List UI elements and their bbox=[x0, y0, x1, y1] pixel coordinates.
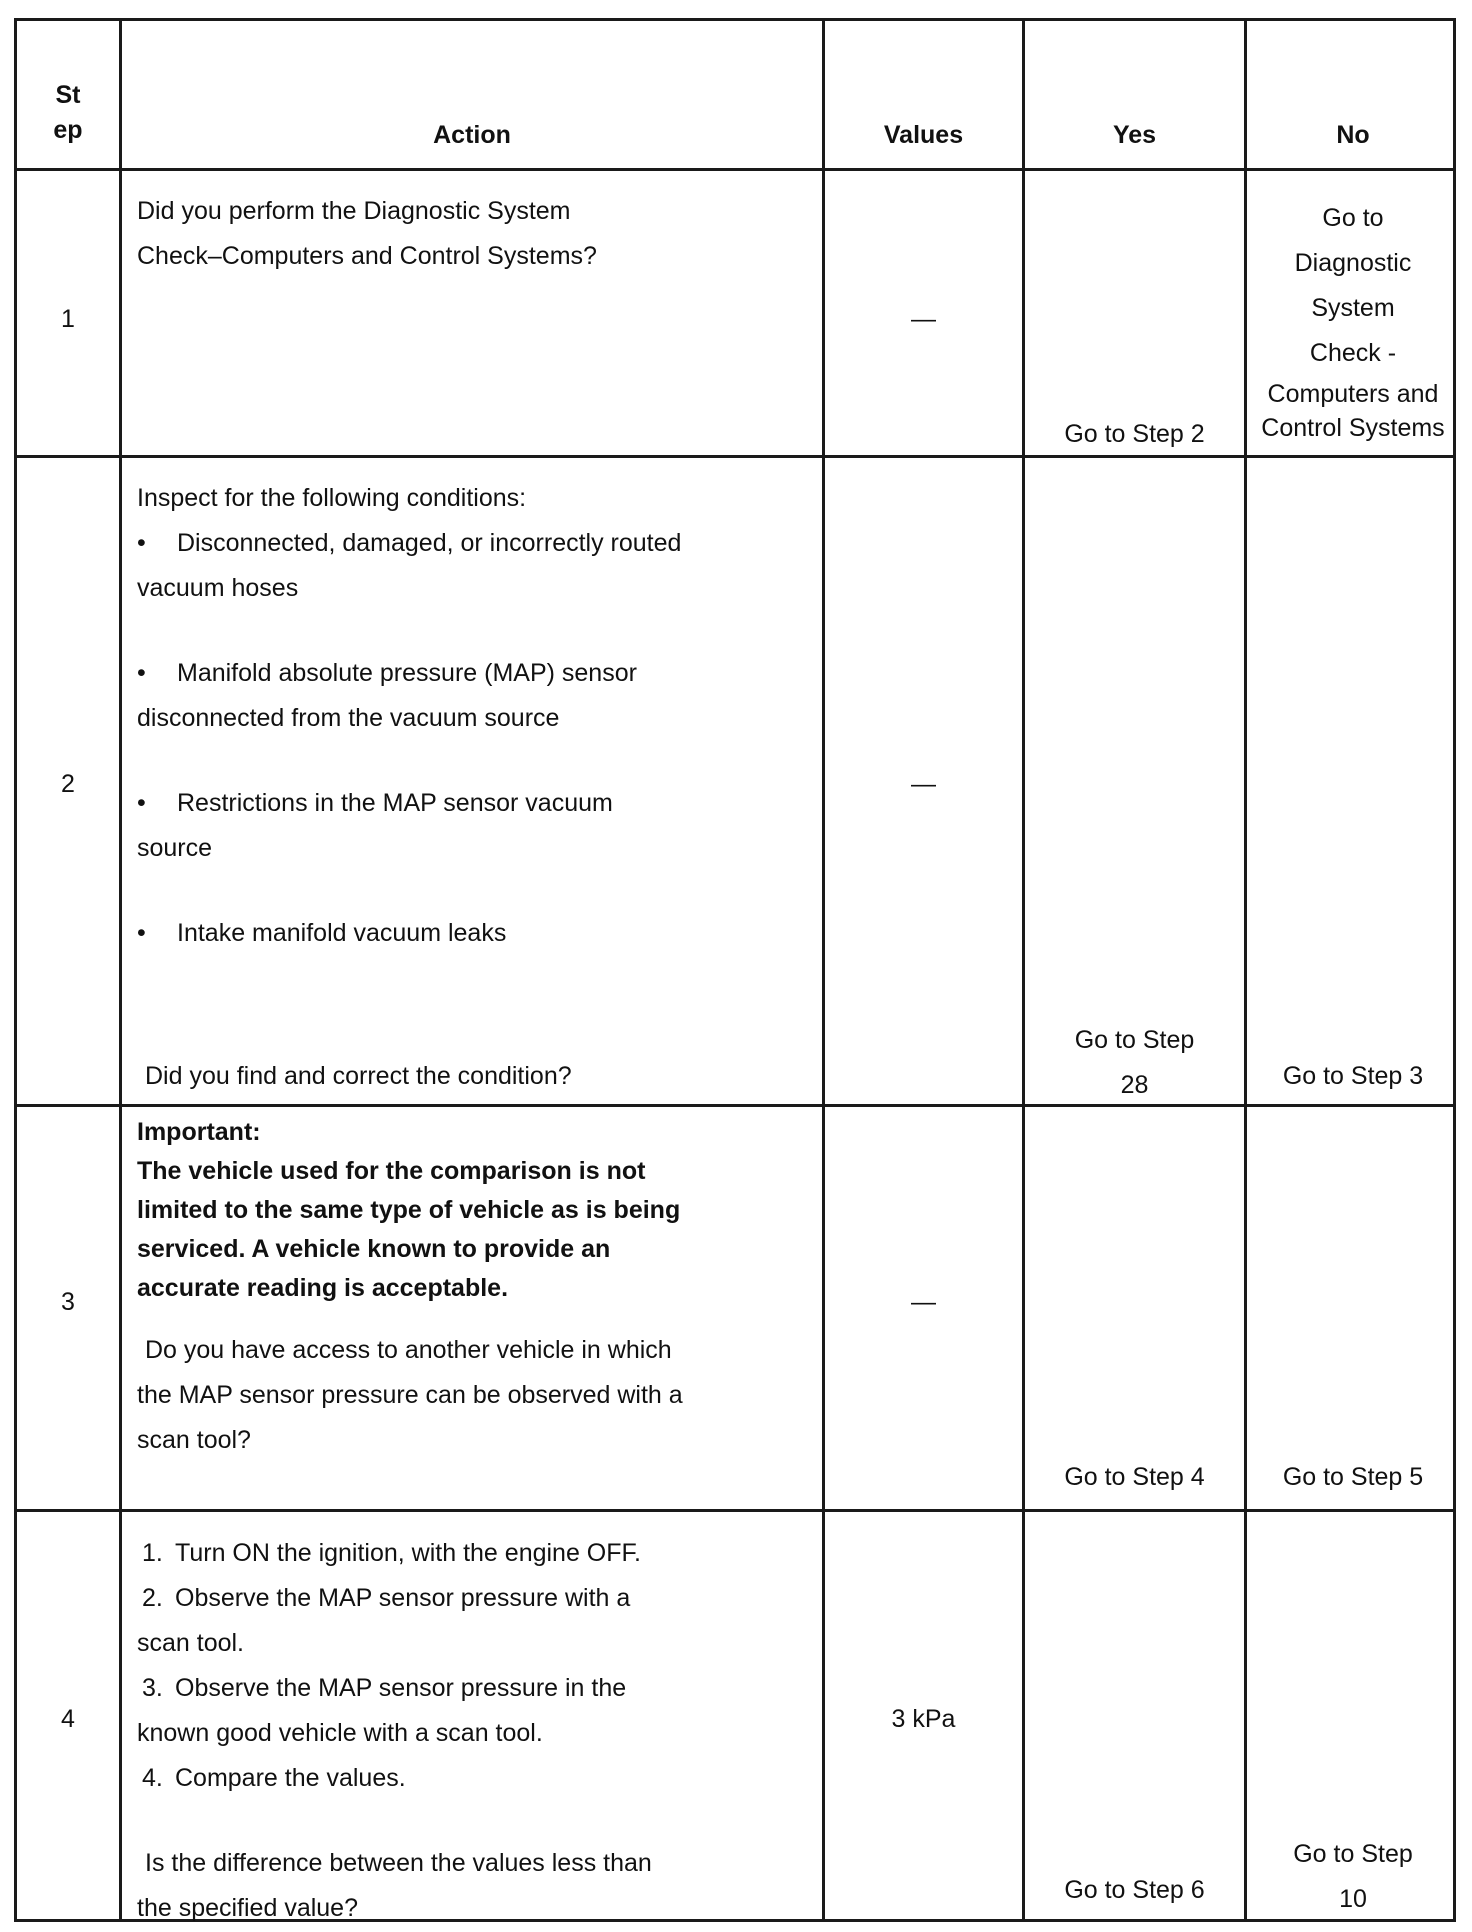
important-label: Important: bbox=[137, 1118, 261, 1146]
header-step-line: ep bbox=[53, 116, 83, 144]
item-number: 2. bbox=[142, 1584, 163, 1612]
step-number: 1 bbox=[61, 305, 75, 333]
important-line: limited to the same type of vehicle as is being bbox=[137, 1196, 681, 1224]
no-link[interactable] bbox=[1247, 1832, 1459, 1922]
item-text: Compare the values. bbox=[175, 1764, 406, 1792]
action-line: Inspect for the following conditions: bbox=[137, 484, 527, 512]
no-line: System bbox=[1311, 294, 1395, 322]
numbered-item bbox=[137, 1576, 652, 1666]
action-line: Did you perform the Diagnostic System bbox=[137, 197, 571, 225]
yes-link[interactable]: Go to Step 6 bbox=[1064, 1876, 1205, 1904]
row-divider bbox=[17, 455, 1453, 458]
header-step-line: St bbox=[55, 81, 81, 109]
bullet-text: vacuum hoses bbox=[137, 574, 299, 602]
no-line: Control Systems bbox=[1261, 414, 1445, 442]
numbered-item bbox=[137, 1756, 652, 1801]
bullet-text: disconnected from the vacuum source bbox=[137, 704, 560, 732]
bullet-item bbox=[137, 911, 681, 956]
bullet-item bbox=[137, 651, 681, 741]
action-text bbox=[137, 476, 681, 956]
no-link[interactable] bbox=[1247, 196, 1459, 443]
yes-line: Go to Step bbox=[1074, 1026, 1195, 1054]
bullet-text: Manifold absolute pressure (MAP) sensor bbox=[177, 659, 637, 687]
important-line: The vehicle used for the comparison is not bbox=[137, 1157, 646, 1185]
no-line: Check - bbox=[1309, 339, 1397, 367]
no-line: Go to bbox=[1322, 204, 1384, 232]
question-line: scan tool? bbox=[137, 1426, 251, 1454]
action-text bbox=[137, 1531, 652, 1931]
question-text: Did you find and correct the condition? bbox=[145, 1062, 572, 1090]
bullet-text: Intake manifold vacuum leaks bbox=[177, 919, 507, 947]
question-line: the MAP sensor pressure can be observed with a bbox=[137, 1381, 683, 1409]
header-values: Values bbox=[883, 121, 964, 149]
no-link[interactable]: Go to Step 5 bbox=[1282, 1463, 1424, 1491]
question-line: Is the difference between the values less than bbox=[145, 1849, 652, 1877]
bullet-icon: • bbox=[137, 919, 146, 947]
action-text bbox=[137, 189, 597, 279]
column-divider bbox=[119, 21, 122, 1919]
bullet-item bbox=[137, 781, 681, 871]
no-line: 10 bbox=[1339, 1885, 1367, 1913]
yes-link[interactable]: Go to Step 4 bbox=[1064, 1463, 1205, 1491]
value-text: — bbox=[911, 1288, 936, 1316]
yes-line: 28 bbox=[1120, 1071, 1149, 1099]
diagnostic-table bbox=[14, 18, 1456, 1922]
important-note bbox=[137, 1113, 680, 1308]
no-line: Diagnostic bbox=[1294, 249, 1412, 277]
question-line: Do you have access to another vehicle in which bbox=[145, 1336, 672, 1364]
bullet-item bbox=[137, 521, 681, 611]
no-line: Go to Step bbox=[1293, 1840, 1413, 1868]
header-yes: Yes bbox=[1112, 121, 1157, 149]
item-text: Observe the MAP sensor pressure in the bbox=[175, 1674, 627, 1702]
item-text: known good vehicle with a scan tool. bbox=[137, 1719, 543, 1747]
important-line: serviced. A vehicle known to provide an bbox=[137, 1235, 611, 1263]
step-number: 2 bbox=[61, 770, 75, 798]
bullet-text: Restrictions in the MAP sensor vacuum bbox=[177, 789, 613, 817]
bullet-text: source bbox=[137, 834, 213, 862]
yes-link[interactable]: Go to Step 2 bbox=[1064, 420, 1205, 448]
bullet-icon: • bbox=[137, 789, 146, 817]
bullet-text: Disconnected, damaged, or incorrectly routed bbox=[177, 529, 682, 557]
yes-link[interactable] bbox=[1025, 1018, 1244, 1108]
numbered-item bbox=[137, 1666, 652, 1756]
important-line: accurate reading is acceptable. bbox=[137, 1274, 509, 1302]
bullet-icon: • bbox=[137, 529, 146, 557]
action-line: Check–Computers and Control Systems? bbox=[137, 242, 597, 270]
question-line: the specified value? bbox=[137, 1894, 358, 1922]
value-text: — bbox=[911, 770, 936, 798]
no-line: Computers and bbox=[1267, 380, 1439, 408]
item-number: 4. bbox=[142, 1764, 163, 1792]
value-text: 3 kPa bbox=[891, 1705, 956, 1733]
no-link[interactable]: Go to Step 3 bbox=[1282, 1062, 1424, 1090]
item-text: Observe the MAP sensor pressure with a bbox=[175, 1584, 631, 1612]
numbered-item bbox=[137, 1531, 652, 1576]
header-no: No bbox=[1336, 121, 1370, 149]
step-number: 4 bbox=[61, 1705, 75, 1733]
row-divider bbox=[17, 1509, 1453, 1512]
header-step bbox=[17, 81, 119, 145]
item-text: Turn ON the ignition, with the engine OFF. bbox=[175, 1539, 641, 1567]
item-number: 3. bbox=[142, 1674, 163, 1702]
value-text: — bbox=[911, 305, 936, 333]
item-number: 1. bbox=[142, 1539, 163, 1567]
header-action: Action bbox=[433, 121, 511, 149]
item-text: scan tool. bbox=[137, 1629, 245, 1657]
bullet-icon: • bbox=[137, 659, 146, 687]
row-divider bbox=[17, 168, 1453, 171]
question-text bbox=[137, 1328, 683, 1463]
step-number: 3 bbox=[61, 1288, 75, 1316]
column-divider bbox=[1022, 21, 1025, 1919]
